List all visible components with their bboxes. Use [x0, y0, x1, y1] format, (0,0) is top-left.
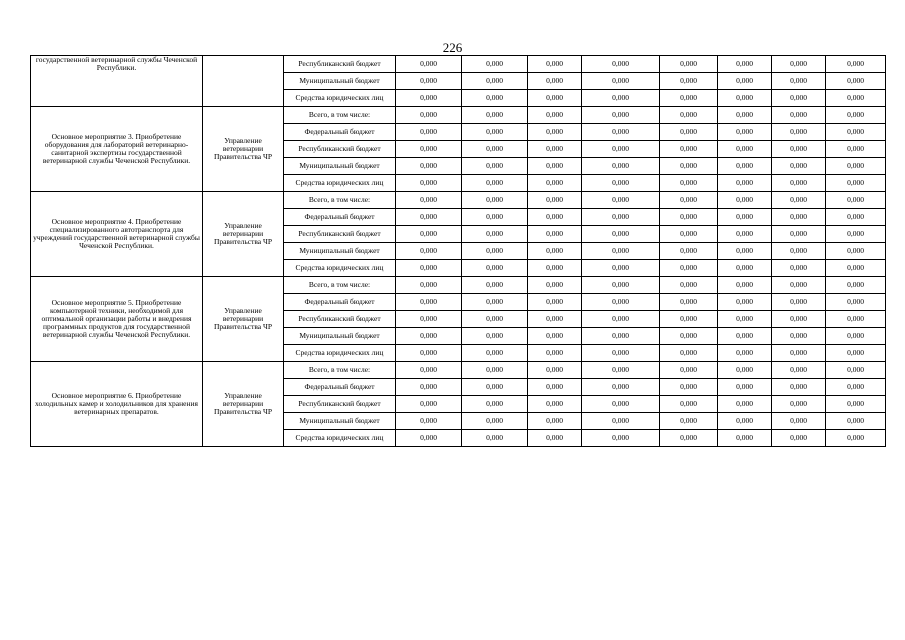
- value-cell: 0,000: [660, 277, 718, 294]
- value-cell: 0,000: [772, 311, 826, 328]
- value-cell: 0,000: [660, 226, 718, 243]
- value-cell: 0,000: [772, 226, 826, 243]
- value-cell: 0,000: [528, 362, 582, 379]
- funding-source-cell: Муниципальный бюджет: [284, 328, 396, 345]
- value-cell: 0,000: [660, 379, 718, 396]
- value-cell: 0,000: [660, 413, 718, 430]
- funding-source-cell: Средства юридических лиц: [284, 260, 396, 277]
- value-cell: 0,000: [396, 141, 462, 158]
- value-cell: 0,000: [396, 107, 462, 124]
- value-cell: 0,000: [772, 192, 826, 209]
- value-cell: 0,000: [528, 73, 582, 90]
- value-cell: 0,000: [826, 175, 886, 192]
- value-cell: 0,000: [826, 294, 886, 311]
- value-cell: 0,000: [582, 73, 660, 90]
- table-body: [31, 56, 886, 447]
- value-cell: 0,000: [718, 430, 772, 447]
- value-cell: 0,000: [718, 141, 772, 158]
- value-cell: 0,000: [718, 107, 772, 124]
- funding-source-cell: Всего, в том числе:: [284, 362, 396, 379]
- value-cell: 0,000: [660, 362, 718, 379]
- value-cell: 0,000: [660, 311, 718, 328]
- funding-source-cell: Федеральный бюджет: [284, 379, 396, 396]
- value-cell: 0,000: [772, 328, 826, 345]
- value-cell: 0,000: [582, 430, 660, 447]
- value-cell: 0,000: [528, 192, 582, 209]
- value-cell: 0,000: [528, 328, 582, 345]
- value-cell: 0,000: [826, 243, 886, 260]
- value-cell: 0,000: [528, 56, 582, 73]
- value-cell: 0,000: [396, 311, 462, 328]
- value-cell: 0,000: [462, 430, 528, 447]
- funding-source-cell: Муниципальный бюджет: [284, 243, 396, 260]
- value-cell: 0,000: [582, 362, 660, 379]
- value-cell: 0,000: [772, 277, 826, 294]
- activity-cell: государственной ветеринарной службы Чеченской Республики.: [31, 56, 203, 107]
- executor-cell: Управление ветеринарии Правительства ЧР: [203, 362, 284, 447]
- value-cell: 0,000: [582, 311, 660, 328]
- value-cell: 0,000: [462, 209, 528, 226]
- value-cell: 0,000: [528, 277, 582, 294]
- value-cell: 0,000: [772, 413, 826, 430]
- page-number: 226: [442, 40, 463, 55]
- value-cell: 0,000: [582, 56, 660, 73]
- value-cell: 0,000: [462, 294, 528, 311]
- value-cell: 0,000: [396, 260, 462, 277]
- funding-source-cell: Средства юридических лиц: [284, 90, 396, 107]
- value-cell: 0,000: [826, 277, 886, 294]
- value-cell: 0,000: [396, 277, 462, 294]
- value-cell: 0,000: [718, 328, 772, 345]
- value-cell: 0,000: [528, 294, 582, 311]
- funding-source-cell: Средства юридических лиц: [284, 430, 396, 447]
- value-cell: 0,000: [718, 345, 772, 362]
- value-cell: 0,000: [826, 413, 886, 430]
- value-cell: 0,000: [718, 175, 772, 192]
- value-cell: 0,000: [772, 345, 826, 362]
- value-cell: 0,000: [826, 430, 886, 447]
- value-cell: 0,000: [660, 175, 718, 192]
- value-cell: 0,000: [718, 226, 772, 243]
- value-cell: 0,000: [582, 328, 660, 345]
- value-cell: 0,000: [528, 175, 582, 192]
- value-cell: 0,000: [718, 56, 772, 73]
- value-cell: 0,000: [528, 90, 582, 107]
- value-cell: 0,000: [772, 396, 826, 413]
- value-cell: 0,000: [826, 396, 886, 413]
- value-cell: 0,000: [660, 90, 718, 107]
- value-cell: 0,000: [528, 124, 582, 141]
- value-cell: 0,000: [660, 107, 718, 124]
- funding-source-cell: Республиканский бюджет: [284, 311, 396, 328]
- value-cell: 0,000: [396, 413, 462, 430]
- value-cell: 0,000: [826, 328, 886, 345]
- value-cell: 0,000: [772, 107, 826, 124]
- value-cell: 0,000: [462, 277, 528, 294]
- value-cell: 0,000: [582, 345, 660, 362]
- value-cell: 0,000: [660, 73, 718, 90]
- funding-source-cell: Муниципальный бюджет: [284, 413, 396, 430]
- value-cell: 0,000: [718, 311, 772, 328]
- value-cell: 0,000: [826, 311, 886, 328]
- table-row: [31, 107, 886, 124]
- value-cell: 0,000: [396, 328, 462, 345]
- funding-source-cell: Средства юридических лиц: [284, 345, 396, 362]
- value-cell: 0,000: [718, 124, 772, 141]
- value-cell: 0,000: [582, 90, 660, 107]
- value-cell: 0,000: [660, 345, 718, 362]
- value-cell: 0,000: [772, 141, 826, 158]
- value-cell: 0,000: [462, 243, 528, 260]
- value-cell: 0,000: [660, 209, 718, 226]
- value-cell: 0,000: [528, 345, 582, 362]
- funding-source-cell: Всего, в том числе:: [284, 192, 396, 209]
- funding-source-cell: Федеральный бюджет: [284, 124, 396, 141]
- value-cell: 0,000: [660, 260, 718, 277]
- funding-source-cell: Всего, в том числе:: [284, 107, 396, 124]
- executor-cell: Управление ветеринарии Правительства ЧР: [203, 192, 284, 277]
- funding-source-cell: Республиканский бюджет: [284, 56, 396, 73]
- value-cell: 0,000: [826, 56, 886, 73]
- value-cell: 0,000: [462, 345, 528, 362]
- value-cell: 0,000: [462, 90, 528, 107]
- value-cell: 0,000: [528, 158, 582, 175]
- value-cell: 0,000: [718, 396, 772, 413]
- executor-cell: Управление ветеринарии Правительства ЧР: [203, 107, 284, 192]
- value-cell: 0,000: [582, 124, 660, 141]
- table-row: [31, 362, 886, 379]
- value-cell: 0,000: [772, 209, 826, 226]
- value-cell: 0,000: [462, 73, 528, 90]
- value-cell: 0,000: [826, 379, 886, 396]
- value-cell: 0,000: [582, 277, 660, 294]
- funding-source-cell: Федеральный бюджет: [284, 294, 396, 311]
- value-cell: 0,000: [582, 413, 660, 430]
- budget-table: [30, 55, 886, 447]
- value-cell: 0,000: [582, 141, 660, 158]
- value-cell: 0,000: [462, 175, 528, 192]
- value-cell: 0,000: [772, 379, 826, 396]
- value-cell: 0,000: [826, 73, 886, 90]
- value-cell: 0,000: [660, 56, 718, 73]
- activity-cell: Основное мероприятие 5. Приобретение компьютерной техники, необходимой для оптимальной организации работы и внедрения программных продуктов для государственной ветеринарной службы Чеченской Республики.: [31, 277, 203, 362]
- value-cell: 0,000: [396, 226, 462, 243]
- value-cell: 0,000: [718, 277, 772, 294]
- value-cell: 0,000: [582, 226, 660, 243]
- value-cell: 0,000: [582, 294, 660, 311]
- value-cell: 0,000: [772, 430, 826, 447]
- value-cell: 0,000: [826, 141, 886, 158]
- value-cell: 0,000: [660, 328, 718, 345]
- funding-source-cell: Федеральный бюджет: [284, 209, 396, 226]
- funding-source-cell: Республиканский бюджет: [284, 396, 396, 413]
- value-cell: 0,000: [582, 158, 660, 175]
- value-cell: 0,000: [772, 158, 826, 175]
- value-cell: 0,000: [396, 158, 462, 175]
- value-cell: 0,000: [528, 413, 582, 430]
- funding-source-cell: Муниципальный бюджет: [284, 73, 396, 90]
- value-cell: 0,000: [462, 311, 528, 328]
- value-cell: 0,000: [462, 107, 528, 124]
- value-cell: 0,000: [528, 226, 582, 243]
- value-cell: 0,000: [396, 362, 462, 379]
- value-cell: 0,000: [826, 209, 886, 226]
- activity-cell: Основное мероприятие 3. Приобретение оборудования для лабораторий ветеринарно-санитарной экспертизы государственной ветеринарной службы Чеченской Республики.: [31, 107, 203, 192]
- value-cell: 0,000: [528, 430, 582, 447]
- value-cell: 0,000: [582, 175, 660, 192]
- value-cell: 0,000: [826, 107, 886, 124]
- value-cell: 0,000: [660, 158, 718, 175]
- value-cell: 0,000: [718, 192, 772, 209]
- funding-source-cell: Республиканский бюджет: [284, 141, 396, 158]
- value-cell: 0,000: [772, 73, 826, 90]
- value-cell: 0,000: [528, 243, 582, 260]
- value-cell: 0,000: [826, 260, 886, 277]
- value-cell: 0,000: [582, 192, 660, 209]
- value-cell: 0,000: [772, 294, 826, 311]
- value-cell: 0,000: [772, 362, 826, 379]
- value-cell: 0,000: [826, 90, 886, 107]
- value-cell: 0,000: [396, 379, 462, 396]
- value-cell: 0,000: [826, 345, 886, 362]
- value-cell: 0,000: [582, 209, 660, 226]
- executor-cell: Управление ветеринарии Правительства ЧР: [203, 277, 284, 362]
- value-cell: 0,000: [528, 396, 582, 413]
- value-cell: 0,000: [396, 294, 462, 311]
- value-cell: 0,000: [582, 260, 660, 277]
- value-cell: 0,000: [826, 362, 886, 379]
- value-cell: 0,000: [660, 243, 718, 260]
- value-cell: 0,000: [660, 124, 718, 141]
- value-cell: 0,000: [396, 56, 462, 73]
- executor-cell: [203, 56, 284, 107]
- value-cell: 0,000: [462, 56, 528, 73]
- value-cell: 0,000: [462, 124, 528, 141]
- funding-source-cell: Средства юридических лиц: [284, 175, 396, 192]
- value-cell: 0,000: [772, 56, 826, 73]
- value-cell: 0,000: [718, 413, 772, 430]
- value-cell: 0,000: [660, 192, 718, 209]
- value-cell: 0,000: [772, 124, 826, 141]
- value-cell: 0,000: [462, 396, 528, 413]
- value-cell: 0,000: [462, 413, 528, 430]
- value-cell: 0,000: [396, 90, 462, 107]
- value-cell: 0,000: [582, 107, 660, 124]
- value-cell: 0,000: [528, 311, 582, 328]
- value-cell: 0,000: [582, 243, 660, 260]
- value-cell: 0,000: [462, 362, 528, 379]
- funding-source-cell: Муниципальный бюджет: [284, 158, 396, 175]
- funding-source-cell: Республиканский бюджет: [284, 226, 396, 243]
- value-cell: 0,000: [396, 396, 462, 413]
- value-cell: 0,000: [826, 158, 886, 175]
- value-cell: 0,000: [462, 379, 528, 396]
- value-cell: 0,000: [396, 124, 462, 141]
- value-cell: 0,000: [718, 294, 772, 311]
- value-cell: 0,000: [660, 141, 718, 158]
- value-cell: 0,000: [582, 379, 660, 396]
- value-cell: 0,000: [462, 328, 528, 345]
- value-cell: 0,000: [718, 209, 772, 226]
- value-cell: 0,000: [396, 209, 462, 226]
- value-cell: 0,000: [462, 192, 528, 209]
- value-cell: 0,000: [462, 141, 528, 158]
- value-cell: 0,000: [396, 192, 462, 209]
- value-cell: 0,000: [718, 90, 772, 107]
- value-cell: 0,000: [660, 294, 718, 311]
- value-cell: 0,000: [826, 226, 886, 243]
- value-cell: 0,000: [660, 430, 718, 447]
- value-cell: 0,000: [772, 260, 826, 277]
- value-cell: 0,000: [462, 260, 528, 277]
- value-cell: 0,000: [718, 158, 772, 175]
- value-cell: 0,000: [396, 243, 462, 260]
- table-row: [31, 277, 886, 294]
- value-cell: 0,000: [718, 73, 772, 90]
- value-cell: 0,000: [528, 260, 582, 277]
- value-cell: 0,000: [772, 243, 826, 260]
- value-cell: 0,000: [772, 90, 826, 107]
- activity-cell: Основное мероприятие 6. Приобретение холодильных камер и холодильников для хранения ветеринарных препаратов.: [31, 362, 203, 447]
- funding-source-cell: Всего, в том числе:: [284, 277, 396, 294]
- value-cell: 0,000: [826, 124, 886, 141]
- value-cell: 0,000: [718, 362, 772, 379]
- value-cell: 0,000: [462, 226, 528, 243]
- table-row: [31, 56, 886, 73]
- value-cell: 0,000: [396, 73, 462, 90]
- value-cell: 0,000: [718, 260, 772, 277]
- value-cell: 0,000: [528, 141, 582, 158]
- value-cell: 0,000: [462, 158, 528, 175]
- value-cell: 0,000: [718, 379, 772, 396]
- value-cell: 0,000: [528, 107, 582, 124]
- value-cell: 0,000: [772, 175, 826, 192]
- table-row: [31, 192, 886, 209]
- value-cell: 0,000: [396, 430, 462, 447]
- value-cell: 0,000: [660, 396, 718, 413]
- value-cell: 0,000: [528, 209, 582, 226]
- value-cell: 0,000: [396, 345, 462, 362]
- activity-cell: Основное мероприятие 4. Приобретение специализированного автотранспорта для учреждений государственной ветеринарной службы Чеченской Республики.: [31, 192, 203, 277]
- value-cell: 0,000: [582, 396, 660, 413]
- value-cell: 0,000: [396, 175, 462, 192]
- value-cell: 0,000: [826, 192, 886, 209]
- value-cell: 0,000: [528, 379, 582, 396]
- value-cell: 0,000: [718, 243, 772, 260]
